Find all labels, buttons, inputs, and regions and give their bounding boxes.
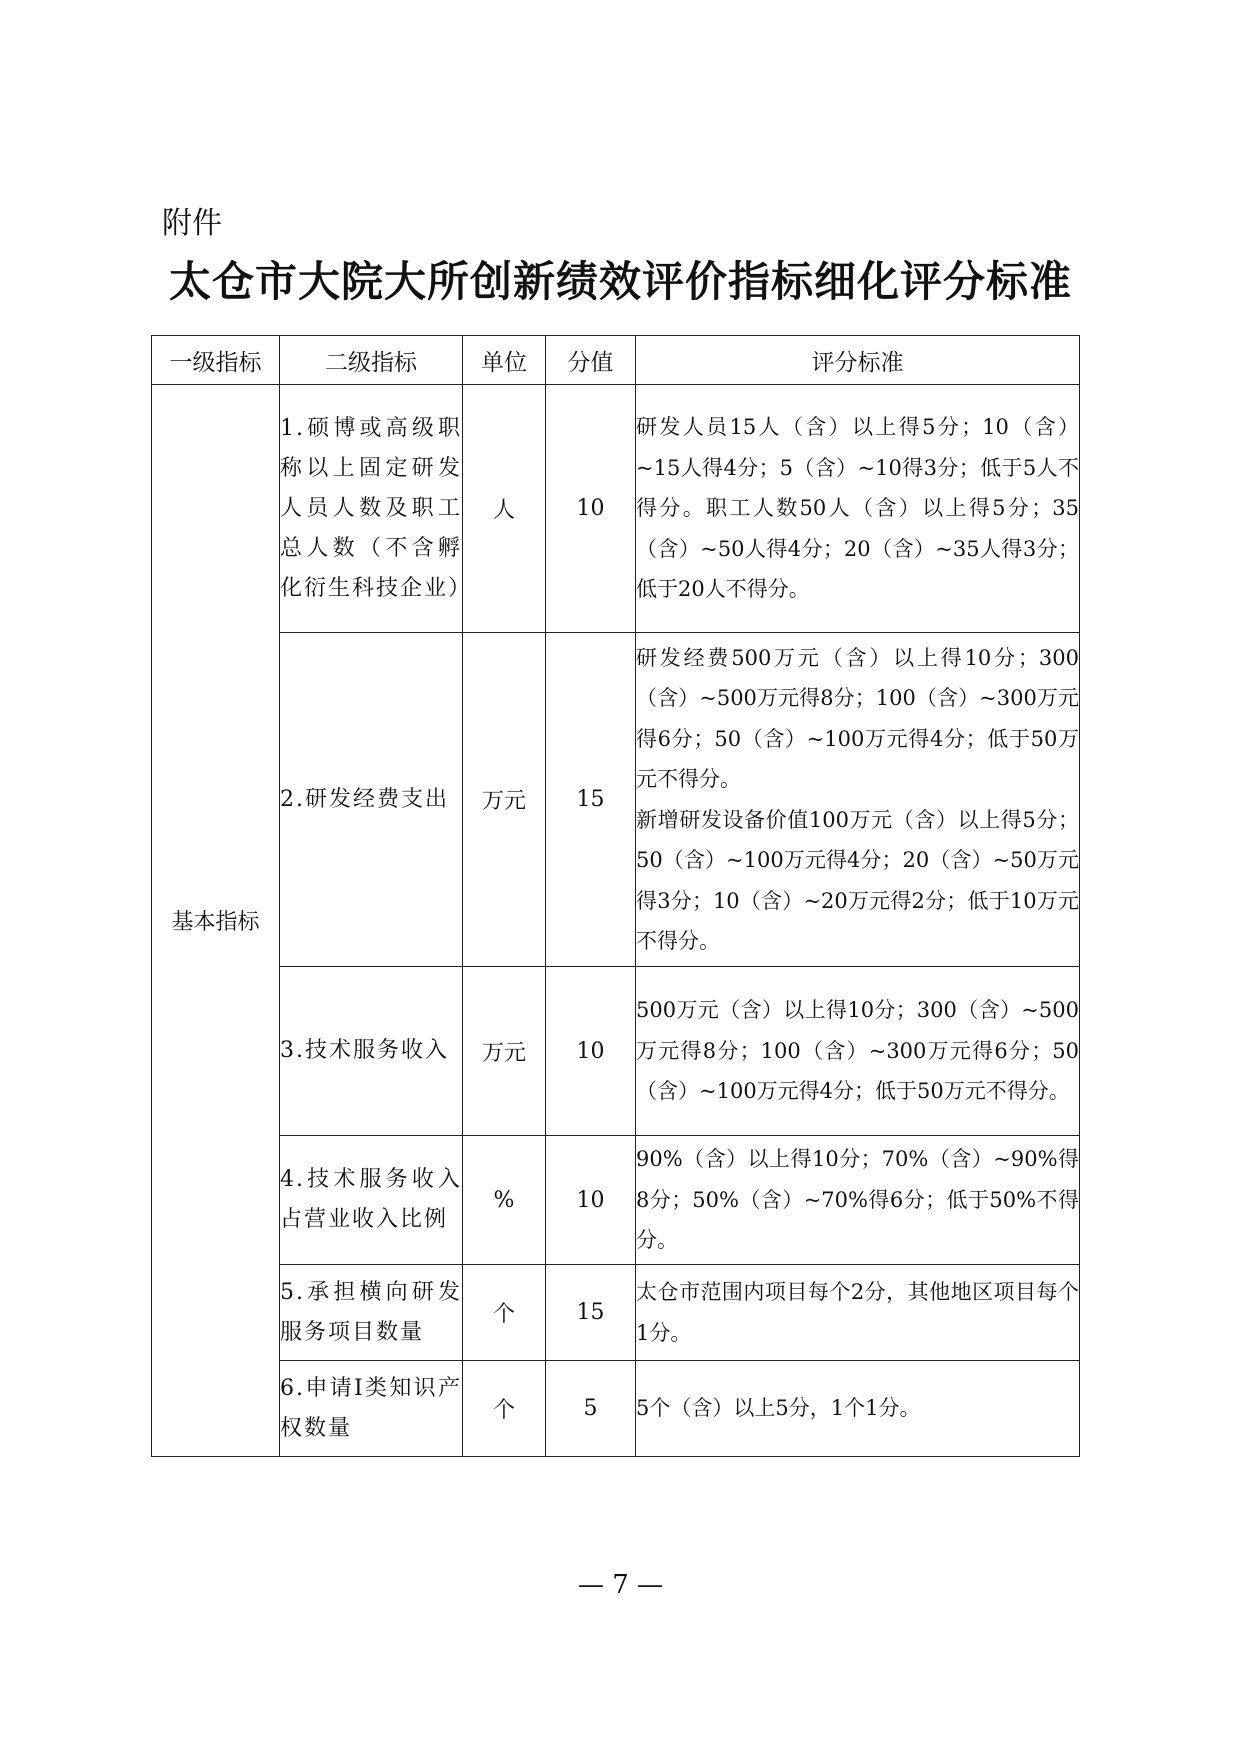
table-header-row <box>152 336 1080 385</box>
unit-cell: 人 <box>463 385 546 633</box>
indicator-cell: 2.研发经费支出 <box>280 633 463 967</box>
score-cell: 15 <box>546 1265 636 1361</box>
header-criteria: 评分标准 <box>636 336 1080 385</box>
table-row <box>152 1361 1080 1457</box>
header-level1: 一级指标 <box>152 336 280 385</box>
indicator-cell: 5.承担横向研发服务项目数量 <box>280 1265 463 1361</box>
table-row <box>152 1136 1080 1265</box>
unit-cell: 万元 <box>463 967 546 1136</box>
criteria-paragraph: 新增研发设备价值100万元（含）以上得5分；50（含）~100万元得4分；20（含）~50万元得3分；10（含）~20万元得2分；低于10万元不得分。 <box>636 807 1079 953</box>
criteria-paragraph: 研发人员15人（含）以上得5分；10（含）~15人得4分；5（含）~10得3分；低于5人不得分。职工人数50人（含）以上得5分；35（含）~50人得4分；20（含）~35人得3分；低于20人不得分。 <box>636 415 1079 602</box>
score-cell: 10 <box>546 1136 636 1265</box>
criteria-paragraph: 90%（含）以上得10分；70%（含）~90%得8分；50%（含）~70%得6分；低于50%不得分。 <box>636 1147 1079 1253</box>
unit-cell: % <box>463 1136 546 1265</box>
criteria-paragraph: 研发经费500万元（含）以上得10分；300（含）~500万元得8分；100（含）~300万元得6分；50（含）~100万元得4分；低于50万元不得分。 <box>636 645 1079 791</box>
table-row <box>152 967 1080 1136</box>
unit-cell: 个 <box>463 1265 546 1361</box>
indicator-cell: 4.技术服务收入占营业收入比例 <box>280 1136 463 1265</box>
criteria-cell <box>636 385 1080 633</box>
scoring-criteria-table <box>151 335 1080 1457</box>
table-row <box>152 633 1080 967</box>
header-score: 分值 <box>546 336 636 385</box>
criteria-cell <box>636 1361 1080 1457</box>
criteria-paragraph: 太仓市范围内项目每个2分，其他地区项目每个1分。 <box>636 1280 1079 1345</box>
score-cell: 5 <box>546 1361 636 1457</box>
criteria-cell <box>636 1265 1080 1361</box>
page-number: — 7 — <box>577 1570 664 1600</box>
score-cell: 10 <box>546 385 636 633</box>
criteria-paragraph: 500万元（含）以上得10分；300（含）~500万元得8分；100（含）~300万元得6分；50（含）~100万元得4分；低于50万元不得分。 <box>636 998 1079 1104</box>
unit-cell: 万元 <box>463 633 546 967</box>
header-unit: 单位 <box>463 336 546 385</box>
criteria-paragraph: 5个（含）以上5分，1个1分。 <box>636 1396 921 1421</box>
table-row <box>152 1265 1080 1361</box>
indicator-cell: 1.硕博或高级职称以上固定研发人员人数及职工总人数（不含孵化衍生科技企业） <box>280 385 463 633</box>
indicator-cell: 6.申请Ⅰ类知识产权数量 <box>280 1361 463 1457</box>
unit-cell: 个 <box>463 1361 546 1457</box>
criteria-cell <box>636 1136 1080 1265</box>
criteria-cell <box>636 633 1080 967</box>
criteria-cell <box>636 967 1080 1136</box>
document-title: 太仓市大院大所创新绩效评价指标细化评分标准 <box>168 257 1072 306</box>
attachment-label: 附件 <box>162 206 222 241</box>
score-cell: 10 <box>546 967 636 1136</box>
indicator-cell: 3.技术服务收入 <box>280 967 463 1136</box>
table-row <box>152 385 1080 633</box>
header-level2: 二级指标 <box>280 336 463 385</box>
score-cell: 15 <box>546 633 636 967</box>
category-cell: 基本指标 <box>152 385 280 1457</box>
